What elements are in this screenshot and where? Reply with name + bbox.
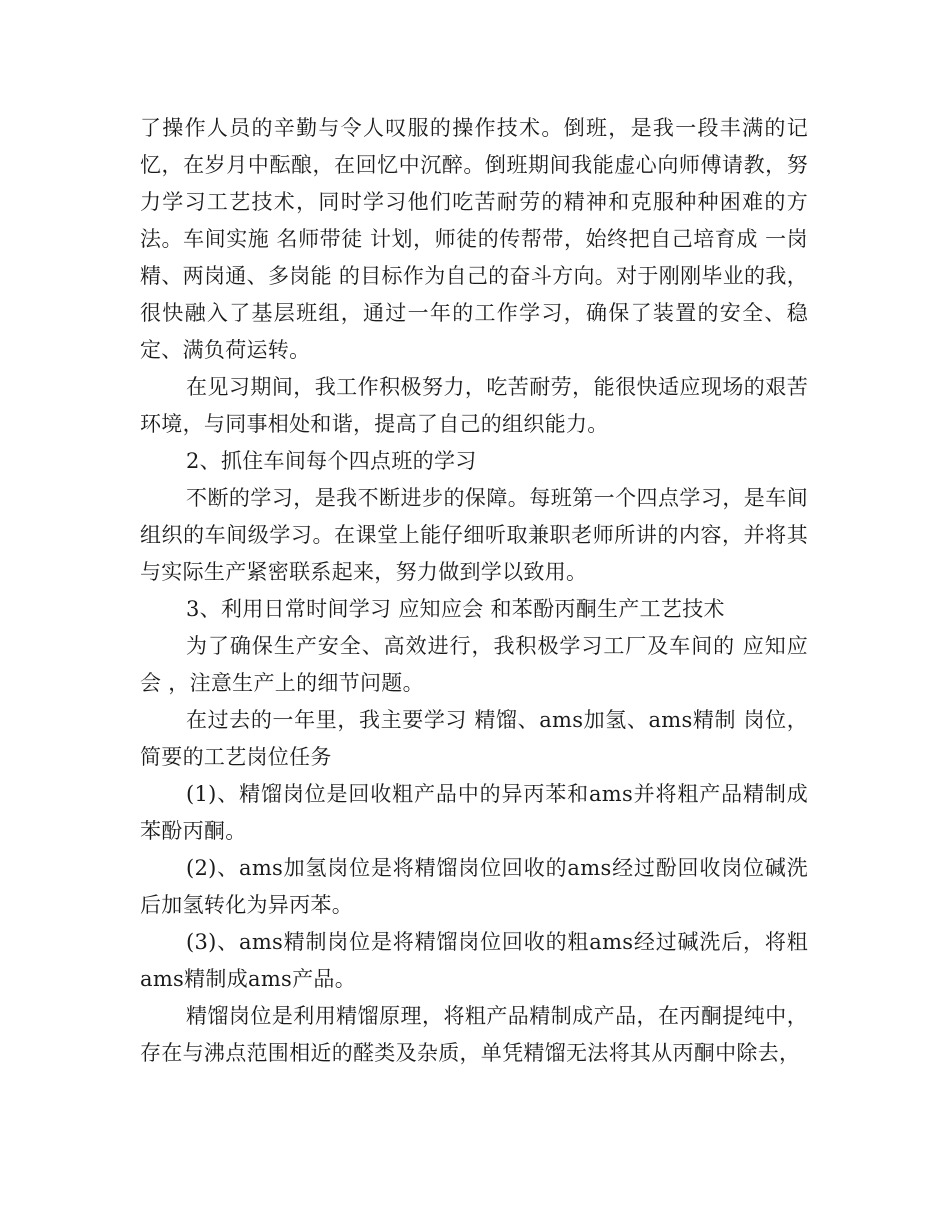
paragraph-6: 精馏岗位是利用精馏原理，将粗产品精制成产品，在丙酮提纯中，存在与沸点范围相近的醛类及杂质，单凭精馏无法将其从丙酮中除去， xyxy=(140,1004,808,1065)
paragraph-2: 在见习期间，我工作积极努力，吃苦耐劳，能很快适应现场的艰苦环境，与同事相处和谐，提高了自己的组织能力。 xyxy=(140,375,808,436)
section-heading-3: 3、利用日常时间学习 应知应会 和苯酚丙酮生产工艺技术 xyxy=(186,597,725,621)
paragraph-5: 在过去的一年里，我主要学习 精馏、ams加氢、ams精制 岗位，简要的工艺岗位任务 xyxy=(140,708,808,769)
document-body xyxy=(140,110,808,1072)
paragraph-4: 为了确保生产安全、高效进行，我积极学习工厂及车间的 应知应会 ，注意生产上的细节问题。 xyxy=(140,634,808,695)
list-item-2: (2)、ams加氢岗位是将精馏岗位回收的ams经过酚回收岗位碱洗后加氢转化为异丙苯。 xyxy=(140,856,808,917)
section-heading-2: 2、抓住车间每个四点班的学习 xyxy=(186,449,477,473)
list-item-3: (3)、ams精制岗位是将精馏岗位回收的粗ams经过碱洗后，将粗ams精制成ams产品。 xyxy=(140,930,808,991)
list-item-1: (1)、精馏岗位是回收粗产品中的异丙苯和ams并将粗产品精制成苯酚丙酮。 xyxy=(140,782,808,843)
paragraph-1: 了操作人员的辛勤与令人叹服的操作技术。倒班，是我一段丰满的记忆，在岁月中酝酿，在回忆中沉醉。倒班期间我能虚心向师傅请教，努力学习工艺技术，同时学习他们吃苦耐劳的精神和克服种种困难的方法。车间实施 名师带徒 计划，师徒的传帮带，始终把自己培育成 一岗精、两岗通、多岗能 的目标作为自己的奋斗方向。对于刚刚毕业的我，很快融入了基层班组，通过一年的工作学习，确保了装置的安全、稳定、满负荷运转。 xyxy=(140,116,808,362)
paragraph-3: 不断的学习，是我不断进步的保障。每班第一个四点学习，是车间组织的车间级学习。在课堂上能仔细听取兼职老师所讲的内容，并将其与实际生产紧密联系起来，努力做到学以致用。 xyxy=(140,486,808,584)
